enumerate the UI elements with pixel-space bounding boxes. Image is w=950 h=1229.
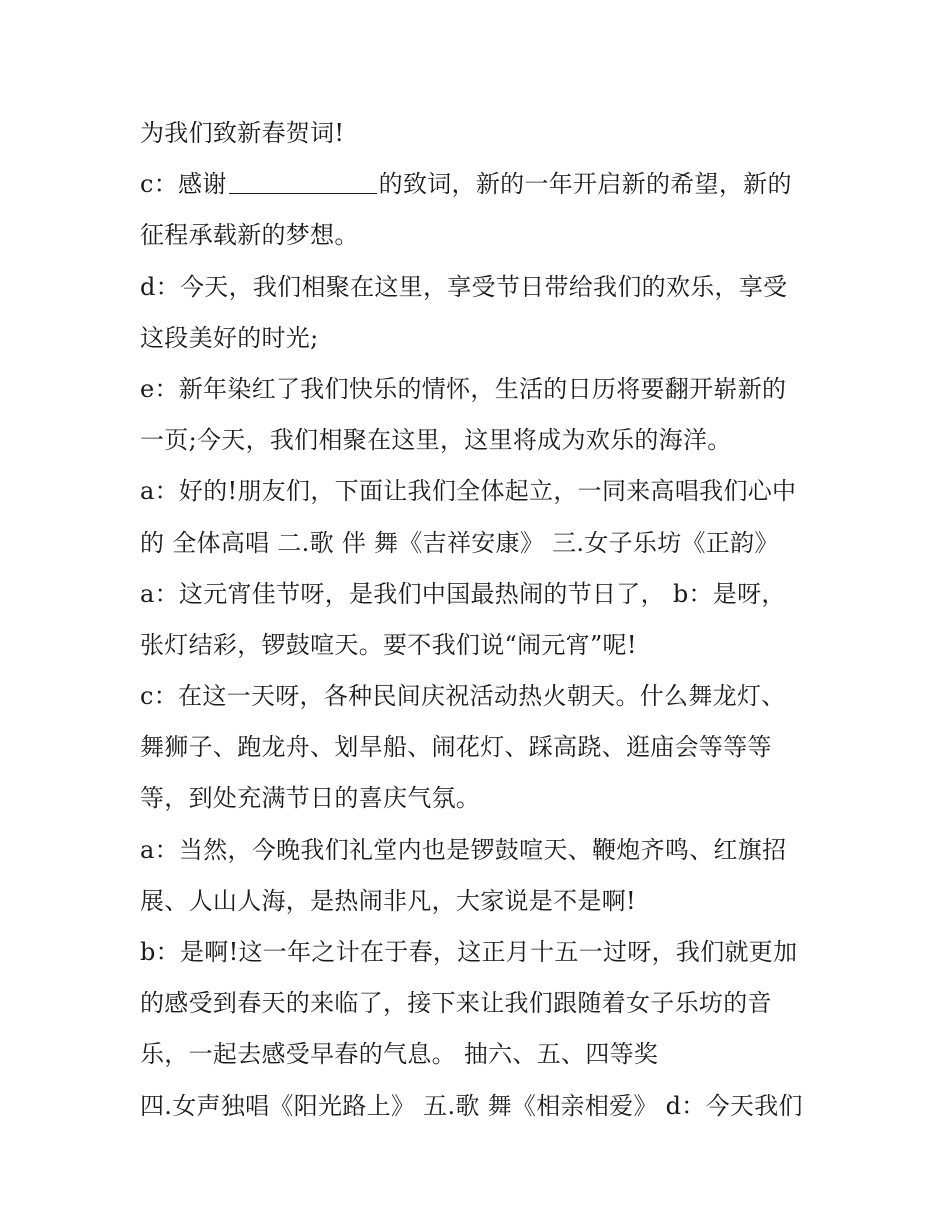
text-line: 张灯结彩，锣鼓喧天。要不我们说“闹元宵”呢! <box>140 630 637 659</box>
text-segment: c：感谢 <box>140 170 227 199</box>
text-line: 征程承载新的梦想。 <box>140 221 359 250</box>
text-line: 乐，一起去感受早春的气息。 抽六、五、四等奖 <box>140 1040 659 1069</box>
text-line: 为我们致新春贺词! <box>140 119 345 147</box>
text-line: 四.女声独唱《阳光路上》 五.歌 舞《相亲相爱》 d：今天我们 <box>140 1091 803 1120</box>
text-line: 一页;今天，我们相聚在这里，这里将成为欢乐的海洋。 <box>140 426 732 455</box>
document-body <box>140 108 820 1132</box>
text-line: 展、人山人海，是热闹非凡，大家说是不是啊! <box>140 886 636 915</box>
text-line: 的 全体高唱 二.歌 伴 舞《吉祥安康》 三.女子乐坊《正韵》 <box>140 528 779 557</box>
text-line: 的感受到春天的来临了，接下来让我们跟随着女子乐坊的音 <box>140 989 772 1018</box>
text-line: a：这元宵佳节呀，是我们中国最热闹的节日了， b：是呀， <box>140 579 786 608</box>
text-segment: 的致词，新的一年开启新的希望，新的 <box>378 170 792 199</box>
text-line: 舞狮子、跑龙舟、划旱船、闹花灯、踩高跷、逛庙会等等等 <box>140 733 772 762</box>
text-line <box>140 159 820 210</box>
text-line: 这段美好的时光; <box>140 323 319 352</box>
text-line: a：好的!朋友们，下面让我们全体起立，一同来高唱我们心中 <box>140 477 797 506</box>
text-line: 等，到处充满节日的喜庆气氛。 <box>140 784 481 813</box>
text-line: b：是啊!这一年之计在于春，这正月十五一过呀，我们就更加 <box>140 938 798 966</box>
fill-in-blank <box>229 171 377 194</box>
text-line: a：当然，今晚我们礼堂内也是锣鼓喧天、鞭炮齐鸣、红旗招 <box>140 835 787 864</box>
text-line: c：在这一天呀，各种民间庆祝活动热火朝天。什么舞龙灯、 <box>140 682 786 711</box>
text-line: d：今天，我们相聚在这里，享受节日带给我们的欢乐，享受 <box>140 272 788 301</box>
text-line: e：新年染红了我们快乐的情怀，生活的日历将要翻开崭新的 <box>140 374 787 403</box>
